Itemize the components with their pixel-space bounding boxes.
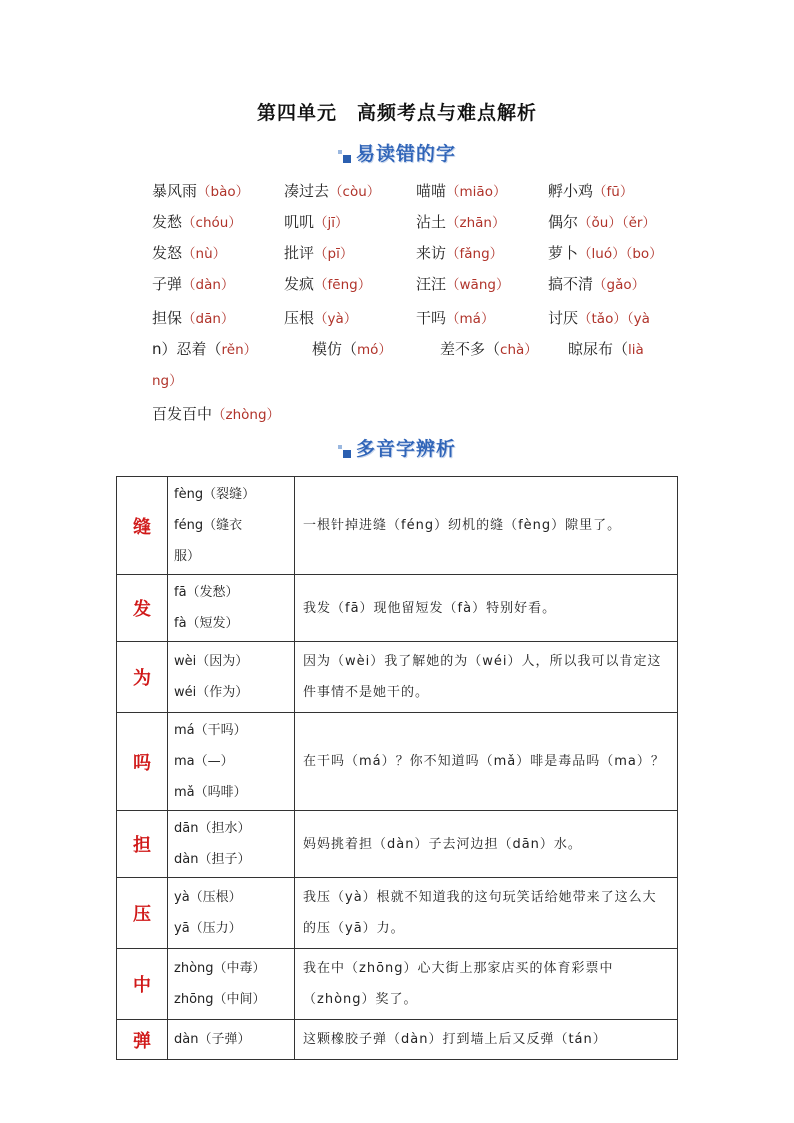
word-pinyin: （ǒu）（ěr） <box>578 215 656 231</box>
polyphonic-char: 为 <box>117 642 168 713</box>
section-title: 易读错的字 <box>355 143 456 165</box>
word-pinyin: （fū） <box>593 184 634 200</box>
word-text: 差不多（ <box>440 340 501 358</box>
pronunciation-cell <box>168 811 295 878</box>
polyphonic-char: 吗 <box>117 713 168 811</box>
misread-words-list <box>152 176 692 430</box>
pronunciation-cell <box>168 713 295 811</box>
word-text: 批评 <box>284 244 315 262</box>
word-pinyin: （jī） <box>314 215 349 231</box>
word-text: 凑过去 <box>284 182 330 200</box>
word-text: 发怒 <box>152 244 183 262</box>
pronunciation: wèi（因为） <box>174 654 249 669</box>
word-text: 喵喵 <box>416 182 447 200</box>
word-pinyin: （chóu） <box>182 215 242 231</box>
example-sentence: 这颗橡胶子弹（dàn）打到墙上后又反弹（tán） <box>295 1020 678 1060</box>
pronunciation-cell <box>168 878 295 949</box>
wrapped-word-line-end <box>152 365 692 396</box>
word-item <box>548 176 680 207</box>
word-pinyin: （zhòng） <box>212 407 281 423</box>
section-title: 多音字辨析 <box>355 438 456 460</box>
word-pinyin: mó） <box>357 342 392 358</box>
section-marker-icon <box>338 445 351 458</box>
word-item <box>152 269 284 300</box>
word-item <box>548 269 680 300</box>
pronunciation: yā（压力） <box>174 921 242 936</box>
wrapped-word-line <box>152 334 692 365</box>
word-pinyin: （dān） <box>182 311 235 327</box>
word-text: 沾土 <box>416 213 447 231</box>
example-sentence: 在干吗（má）？你不知道吗（mǎ）啡是毒品吗（ma）？ <box>295 713 678 811</box>
word-pinyin: chà） <box>500 342 538 358</box>
word-row <box>152 269 692 300</box>
word-row <box>152 207 692 238</box>
pronunciation-cell <box>168 642 295 713</box>
word-item <box>284 238 416 269</box>
word-item <box>152 207 284 238</box>
word-pinyin: （yà） <box>314 311 358 327</box>
pronunciation: dàn（子弹） <box>174 1032 251 1047</box>
word-item <box>284 176 416 207</box>
word-text: 模仿（ <box>312 340 358 358</box>
word-text: 子弹 <box>152 275 183 293</box>
word-pinyin: （bào） <box>197 184 250 200</box>
pronunciation: féng（缝衣 <box>174 518 243 533</box>
polyphonic-char: 弹 <box>117 1020 168 1060</box>
page-title: 第四单元 高频考点与难点解析 <box>256 102 537 124</box>
pronunciation: zhōng（中间） <box>174 992 266 1007</box>
word-text: 百发百中 <box>152 405 213 423</box>
section-header-polyphonic <box>0 434 794 462</box>
pronunciation: fà（短发） <box>174 616 239 631</box>
word-row <box>152 176 692 207</box>
word-text: 来访 <box>416 244 447 262</box>
example-sentence: 我发（fā）现他留短发（fà）特别好看。 <box>295 575 678 642</box>
word-pinyin: （pī） <box>314 246 354 262</box>
example-sentence: 因为（wèi）我了解她的为（wéi）人，所以我可以肯定这件事情不是她干的。 <box>295 642 678 713</box>
word-text: 晾尿布（ <box>568 340 629 358</box>
word-text: 叽叽 <box>284 213 315 231</box>
pronunciation: fā（发愁） <box>174 585 239 600</box>
polyphonic-char: 中 <box>117 949 168 1020</box>
word-pinyin: rěn） <box>221 342 258 358</box>
pronunciation: má（干吗） <box>174 723 247 738</box>
word-item <box>284 269 416 300</box>
word-item <box>548 238 680 269</box>
word-item <box>152 399 692 430</box>
example-sentence: 我压（yà）根就不知道我的这句玩笑话给她带来了这么大的压（yā）力。 <box>295 878 678 949</box>
table-row <box>117 811 678 878</box>
table-row <box>117 713 678 811</box>
word-row <box>152 303 692 334</box>
word-pinyin: （tǎo）（yà <box>578 311 650 327</box>
pronunciation-cell <box>168 575 295 642</box>
word-item <box>416 303 548 334</box>
example-sentence: 我在中（zhōng）心大街上那家店买的体育彩票中（zhòng）奖了。 <box>295 949 678 1020</box>
section-header-misread <box>0 139 794 167</box>
pronunciation: mǎ（吗啡） <box>174 785 247 800</box>
word-item <box>416 176 548 207</box>
word-pinyin: （má） <box>446 311 495 327</box>
word-text: 搞不清 <box>548 275 594 293</box>
word-item <box>284 303 416 334</box>
pronunciation: 服） <box>174 549 201 564</box>
pronunciation: zhòng（中毒） <box>174 961 266 976</box>
word-pinyin: （luó）（bo） <box>578 246 663 262</box>
polyphonic-char: 发 <box>117 575 168 642</box>
word-item <box>416 269 548 300</box>
word-pinyin: （zhān） <box>446 215 506 231</box>
table-row <box>117 1020 678 1060</box>
word-pinyin: （fēng） <box>314 277 372 293</box>
pronunciation-cell <box>168 477 295 575</box>
word-pinyin: （wāng） <box>446 277 510 293</box>
pronunciation: dàn（担子） <box>174 852 251 867</box>
word-item <box>548 207 680 238</box>
pronunciation-cell <box>168 949 295 1020</box>
word-pinyin: （dàn） <box>182 277 235 293</box>
word-text: 暴风雨 <box>152 182 198 200</box>
word-item <box>416 207 548 238</box>
polyphonic-char: 担 <box>117 811 168 878</box>
word-item <box>152 176 284 207</box>
word-item <box>284 207 416 238</box>
polyphonic-char: 压 <box>117 878 168 949</box>
word-text: 发疯 <box>284 275 315 293</box>
word-item <box>152 238 284 269</box>
word-pinyin: （gǎo） <box>593 277 646 293</box>
word-row <box>152 238 692 269</box>
word-text: 偶尔 <box>548 213 579 231</box>
word-pinyin: ng） <box>152 373 183 389</box>
table-row <box>117 477 678 575</box>
example-sentence: 妈妈挑着担（dàn）子去河边担（dān）水。 <box>295 811 678 878</box>
word-pinyin: （nù） <box>182 246 227 262</box>
word-text: 讨厌 <box>548 309 579 327</box>
word-pinyin: （còu） <box>329 184 381 200</box>
example-sentence: 一根针掉进缝（féng）纫机的缝（fèng）隙里了。 <box>295 477 678 575</box>
polyphonic-table <box>116 476 678 1060</box>
word-item <box>548 303 680 334</box>
table-row <box>117 642 678 713</box>
pronunciation: dān（担水） <box>174 821 251 836</box>
word-item <box>152 303 284 334</box>
polyphonic-char: 缝 <box>117 477 168 575</box>
pronunciation: wéi（作为） <box>174 685 249 700</box>
section-marker-icon <box>338 150 351 163</box>
pronunciation: fèng（裂缝） <box>174 487 256 502</box>
table-row <box>117 575 678 642</box>
word-pinyin: （miāo） <box>446 184 507 200</box>
word-text: 汪汪 <box>416 275 447 293</box>
pronunciation: ma（—） <box>174 754 234 769</box>
table-row <box>117 878 678 949</box>
word-text: 压根 <box>284 309 315 327</box>
table-row <box>117 949 678 1020</box>
word-text: n）忍着（ <box>152 340 222 358</box>
pronunciation-cell <box>168 1020 295 1060</box>
word-text: 干吗 <box>416 309 447 327</box>
word-text: 萝卜 <box>548 244 579 262</box>
pronunciation: yà（压根） <box>174 890 242 905</box>
word-text: 担保 <box>152 309 183 327</box>
word-text: 发愁 <box>152 213 183 231</box>
word-pinyin: lià <box>628 342 644 358</box>
word-pinyin: （fǎng） <box>446 246 504 262</box>
word-text: 孵小鸡 <box>548 182 594 200</box>
word-item <box>416 238 548 269</box>
